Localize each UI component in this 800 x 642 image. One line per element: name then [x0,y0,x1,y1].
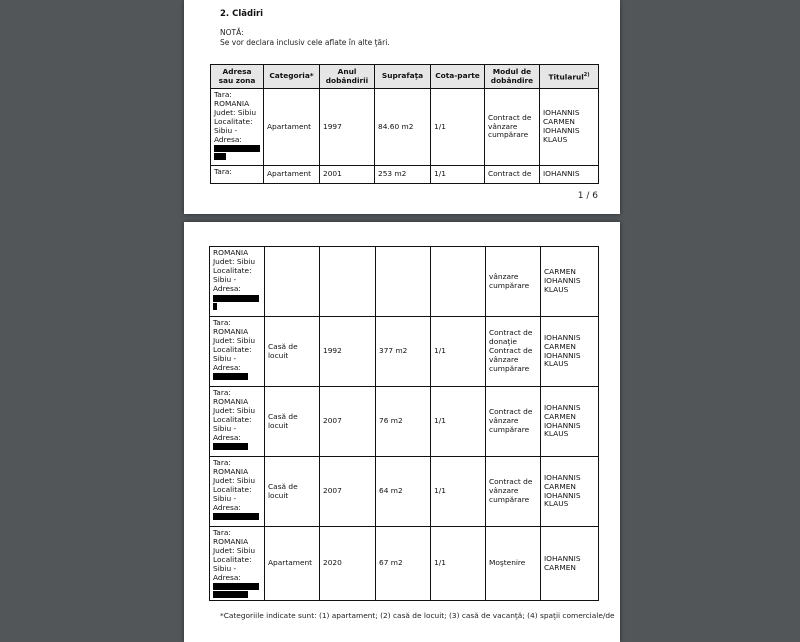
titular-line: IOHANNIS [543,126,580,135]
cota-cell: 1/1 [431,387,486,457]
categoria-cell: Apartament [265,527,320,601]
oras-value: Sibiu - [213,493,237,503]
modul-cell: Contract de vânzare cumpărare [486,457,541,527]
suprafata-cell: 76 m2 [376,387,431,457]
suprafata-cell: 67 m2 [376,527,431,601]
anul-cell: 2001 [320,166,375,184]
judet-value: Judet: Sibiu [213,405,256,415]
page-indicator: 1 / 6 [577,191,598,201]
buildings-table-continued [209,246,599,601]
titular-line: CARMEN [544,411,576,421]
redaction-bar [213,303,217,310]
judet-value: Judet: Sibiu [213,545,256,555]
redaction-bar [213,295,259,302]
localitate-label: Localitate: [213,554,252,564]
section-title: 2. Clădiri [220,9,264,19]
titular-cell [541,317,599,387]
table-row [211,166,599,184]
pdf-page-1 [184,0,620,214]
cota-cell: 1/1 [431,457,486,527]
titular-line: IOHANNIS [544,420,581,430]
titular-line: CARMEN [544,267,576,277]
redaction-bar [214,145,260,152]
titular-line: KLAUS [544,499,569,509]
address-cell [210,247,265,317]
pdf-page-2 [184,222,620,642]
titular-line: CARMEN [544,481,576,491]
address-cell [211,89,264,166]
country-value: ROMANIA [213,536,249,546]
adresa-label: Adresa: [213,432,241,442]
localitate-label: Localitate: [213,484,252,494]
redaction-bar [213,583,259,590]
titular-cell [540,89,599,166]
judet-value: Judet: Sibiu [214,107,257,117]
titular-line: KLAUS [544,359,569,369]
country-value: ROMANIA [213,396,249,406]
suprafata-cell: 84.60 m2 [375,89,431,166]
tara-label: Tara: [213,388,231,397]
tara-label: Tara: [213,458,231,467]
modul-cell: Contract de vânzare cumpărare [485,89,540,166]
header-suprafata: Suprafaţa [375,65,431,89]
header-modul: Modul de dobândire [485,65,540,89]
categoria-cell: Apartament [264,89,320,166]
suprafata-cell: 64 m2 [376,457,431,527]
suprafata-cell: 377 m2 [376,317,431,387]
titular-line: IOHANNIS [544,402,581,412]
anul-cell [320,247,376,317]
localitate-label: Localitate: [214,116,253,126]
judet-value: Judet: Sibiu [213,335,256,345]
modul-cell: Contract de vânzare cumpărare [486,387,541,457]
oras-value: Sibiu - [213,563,237,573]
judet-value: Judet: Sibiu [213,256,256,266]
titular-line: IOHANNIS [544,276,581,286]
titular-line: KLAUS [543,134,568,144]
redaction-bar [213,373,248,380]
redaction-bar [213,513,259,520]
judet-value: Judet: Sibiu [213,475,256,485]
address-cell [210,317,265,387]
titular-cell [541,247,599,317]
titular-line: IOHANNIS [544,332,581,342]
anul-cell: 2020 [320,527,376,601]
categoria-cell: Casă de locuit [265,317,320,387]
oras-value: Sibiu - [213,353,237,363]
nota-block [220,28,390,48]
footnote: *Categoriile indicate sunt: (1) apartament; (2) casă de locuit; (3) casă de vacanţă; (4) spaţii comerciale/de [220,611,615,620]
country-value: ROMANIA [214,98,250,108]
oras-value: Sibiu - [213,423,237,433]
redaction-bar [213,591,248,598]
modul-cell: Moştenire [486,527,541,601]
modul-cell: vânzare cumpărare [486,247,541,317]
header-anul: Anul dobândirii [320,65,375,89]
address-cell [210,457,265,527]
table-row [210,527,599,601]
header-titularul: Titularul$^{2)}$ [540,65,599,89]
categoria-cell: Casă de locuit [265,457,320,527]
nota-text: Se vor declara inclusiv cele aflate în alte ţări. [220,38,390,47]
anul-cell: 1992 [320,317,376,387]
anul-cell: 1997 [320,89,375,166]
categoria-cell [265,247,320,317]
titular-cell: IOHANNIS [540,166,599,184]
cota-cell: 1/1 [431,317,486,387]
categoria-cell: Apartament [264,166,320,184]
tara-label: Tara: [213,528,231,537]
adresa-label: Adresa: [213,572,241,582]
table-row [210,317,599,387]
tara-label: Tara: [213,318,231,327]
localitate-label: Localitate: [213,414,252,424]
titular-line: KLAUS [544,429,569,439]
titular-cell [541,387,599,457]
titular-line: IOHANNIS [543,108,580,118]
cota-cell [431,247,486,317]
header-adresa: Adresa sau zona [211,65,264,89]
titular-line: IOHANNIS [544,350,581,360]
adresa-label: Adresa: [214,134,242,144]
table-row [210,387,599,457]
localitate-label: Localitate: [213,265,252,275]
address-cell [210,527,265,601]
header-titularul-sup: 2) [583,71,590,78]
country-value: ROMANIA [213,466,249,476]
redaction-bar [213,443,248,450]
country-value: ROMANIA [213,326,249,336]
titular-line: IOHANNIS [544,472,581,482]
titular-line: CARMEN [544,562,576,572]
suprafata-cell [376,247,431,317]
table-row [210,457,599,527]
header-categoria: Categoria* [264,65,320,89]
address-cell: Tara: [211,166,264,184]
adresa-label: Adresa: [213,502,241,512]
adresa-label: Adresa: [213,283,241,293]
localitate-label: Localitate: [213,344,252,354]
address-cell [210,387,265,457]
adresa-label: Adresa: [213,362,241,372]
titular-cell [541,457,599,527]
anul-cell: 2007 [320,457,376,527]
header-cota: Cota-parte [431,65,485,89]
oras-value: Sibiu - [214,125,238,135]
titular-line: IOHANNIS [544,490,581,500]
cota-cell: 1/1 [431,527,486,601]
cota-cell: 1/1 [431,89,485,166]
cota-cell: 1/1 [431,166,485,184]
table-row [211,89,599,166]
titular-line: KLAUS [544,284,569,294]
anul-cell: 2007 [320,387,376,457]
modul-cell: Contract de donaţie Contract de vânzare cumpărare [486,317,541,387]
titular-line: IOHANNIS [544,553,581,563]
redaction-bar [214,153,226,160]
titular-line: CARMEN [543,117,575,127]
table-header-row [211,65,599,89]
titular-line: CARMEN [544,341,576,351]
tara-label: Tara: [214,90,232,99]
suprafata-cell: 253 m2 [375,166,431,184]
buildings-table [210,64,599,184]
modul-cell: Contract de [485,166,540,184]
categoria-cell: Casă de locuit [265,387,320,457]
nota-label: NOTĂ: [220,28,244,37]
country-value: ROMANIA [213,248,249,257]
oras-value: Sibiu - [213,274,237,284]
table-row [210,247,599,317]
titular-cell [541,527,599,601]
